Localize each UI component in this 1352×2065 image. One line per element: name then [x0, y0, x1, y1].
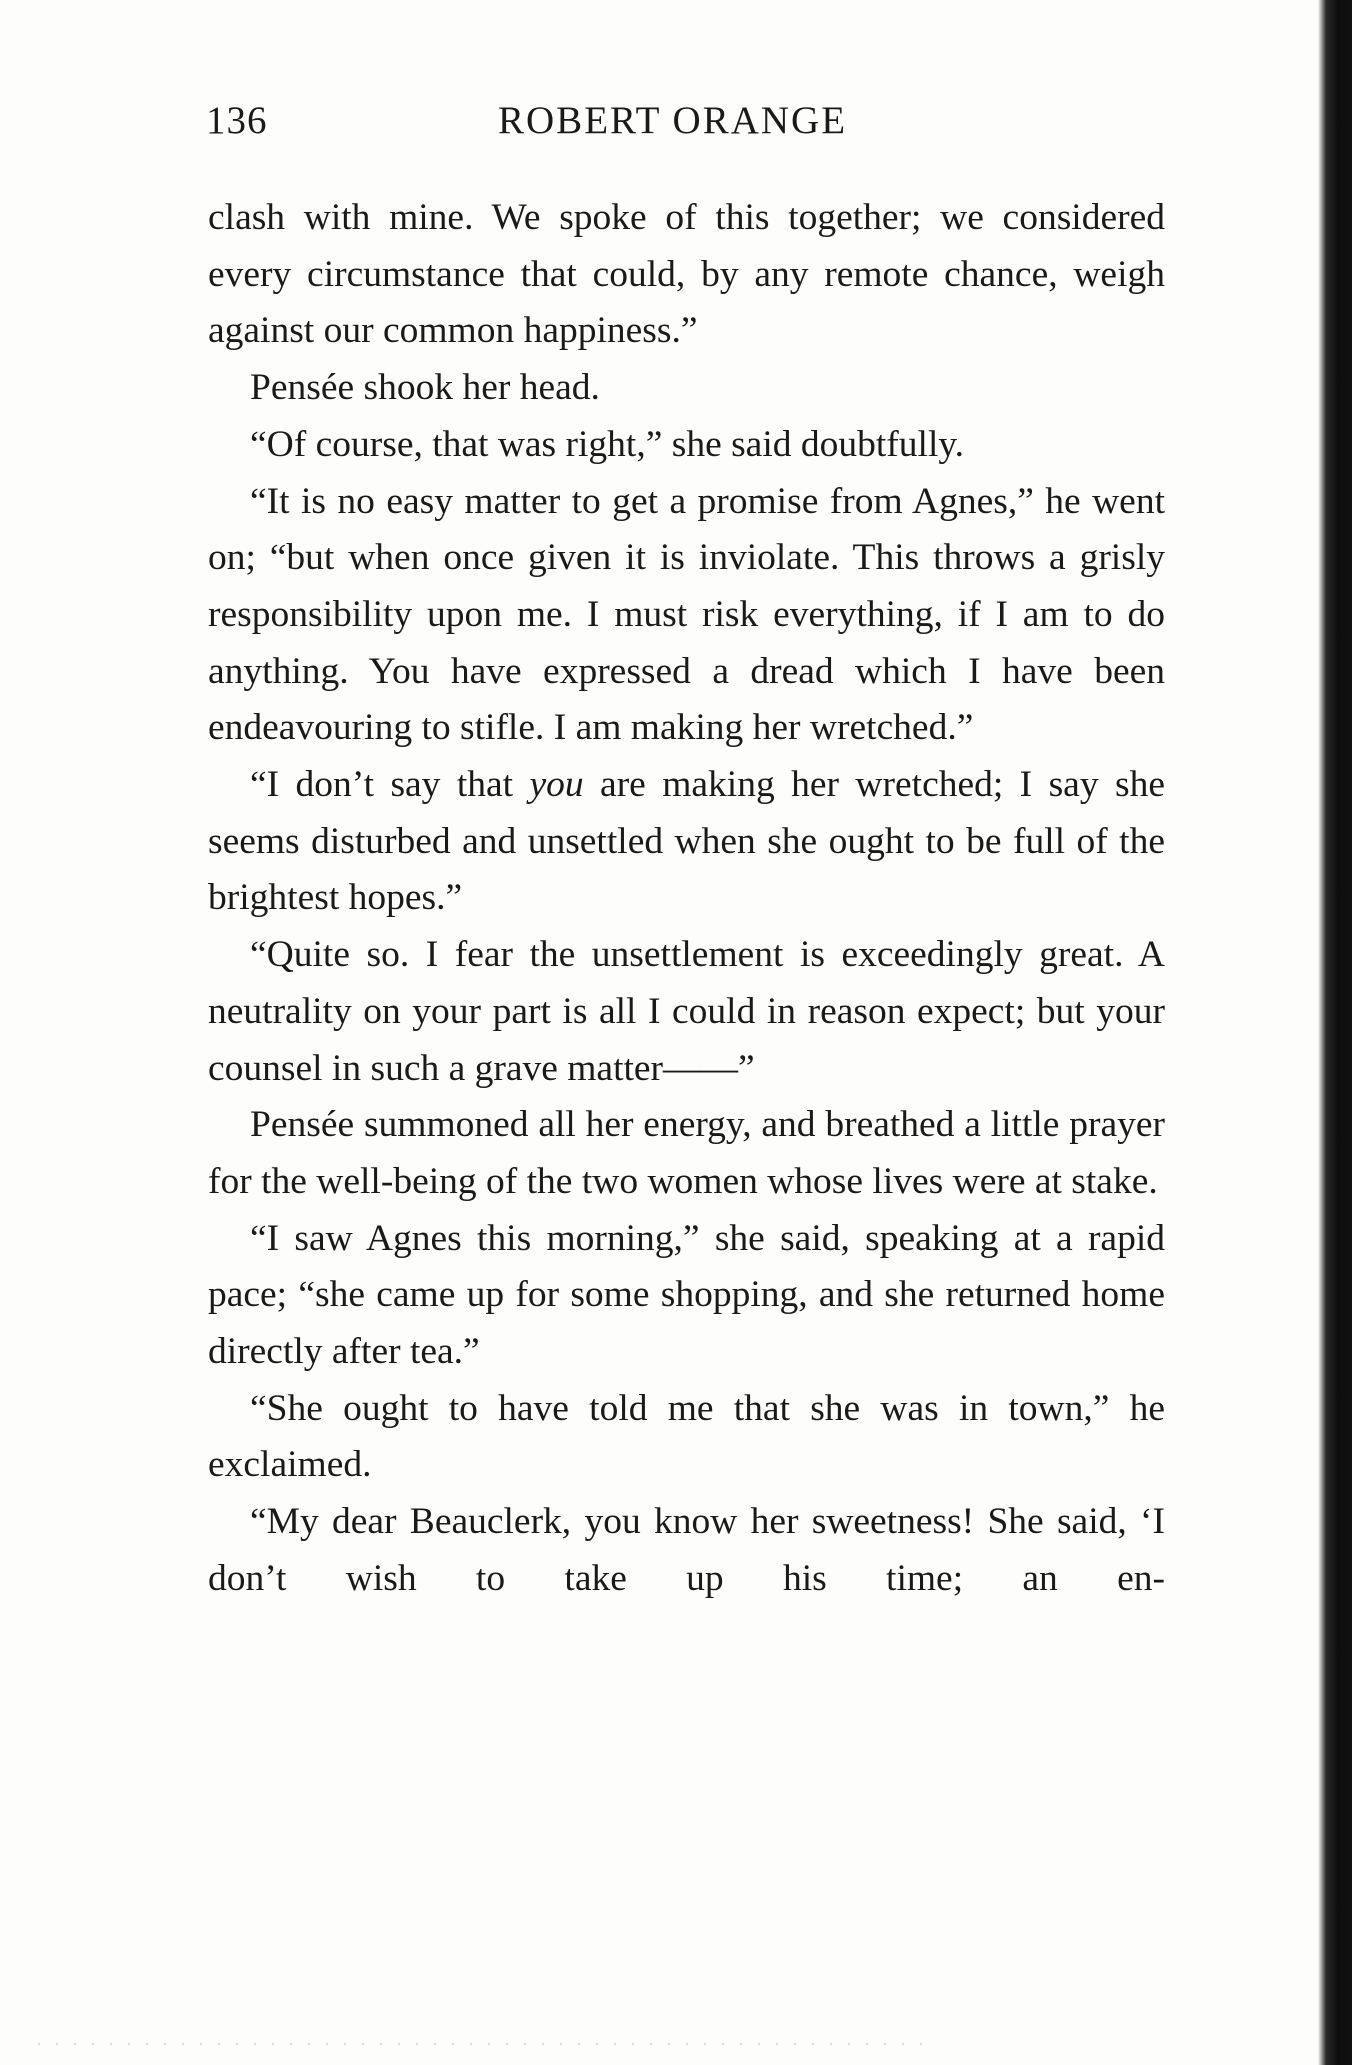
- paragraph-text: “She ought to have told me that she was in town,” he exclaimed.: [208, 1387, 1165, 1486]
- paragraph-text: Pensée summoned all her energy, and breathed a little prayer for the well-being of the two women whose lives were at stake.: [208, 1104, 1165, 1202]
- page-binding-edge: [1318, 0, 1352, 2065]
- paragraph-text: clash with mine. We spoke of this together; we considered every circumstance that could, by any remote chance, weigh against our common happiness.”: [208, 197, 1165, 352]
- paragraph: [208, 360, 1165, 417]
- paragraph: [208, 190, 1165, 360]
- paragraph: [208, 417, 1165, 474]
- paragraph: [208, 757, 1165, 927]
- page-number: 136: [206, 99, 268, 142]
- paragraph: [208, 1494, 1165, 1607]
- paragraph: [208, 474, 1165, 758]
- paragraph-text: “Of course, that was right,” she said doubtfully.: [250, 423, 965, 465]
- paragraph-text: “I don’t say that: [250, 764, 530, 806]
- paragraph-text: are making her wretched; I say she seems disturbed and unsettled when she ought to be full of the brightest hopes.”: [208, 764, 1165, 919]
- paragraph-text: “Quite so. I fear the unsettlement is exceedingly great. A neutrality on your part is all I could in reason expect; but your counsel in such a grave matter——”: [208, 934, 1165, 1089]
- paragraph: [208, 927, 1165, 1097]
- running-title: ROBERT ORANGE: [498, 99, 848, 142]
- paragraph-text: Pensée shook her head.: [250, 367, 600, 409]
- paragraph-text: “I saw Agnes this morning,” she said, speaking at a rapid pace; “she came up for some shopping, and she returned home directly after tea.”: [208, 1217, 1165, 1373]
- scan-specks: [30, 2040, 930, 2050]
- page-header: [206, 98, 1166, 158]
- paragraph: [208, 1381, 1165, 1494]
- paragraph-text: “It is no easy matter to get a promise from Agnes,” he went on; “but when once given it is inviolate. This throws a grisly responsibility upon me. I must risk everything, if I am to do anything. You have expressed a dread which I have been endeavouring to stifle. I am making her wretched.”: [208, 480, 1165, 749]
- italic-emphasis: you: [529, 764, 584, 806]
- paragraph: [208, 1097, 1165, 1210]
- paragraph: [208, 1211, 1165, 1381]
- paragraph-text: “My dear Beauclerk, you know her sweetness! She said, ‘I don’t wish to take up his time; an en-: [208, 1501, 1165, 1599]
- body-text: [208, 190, 1165, 1608]
